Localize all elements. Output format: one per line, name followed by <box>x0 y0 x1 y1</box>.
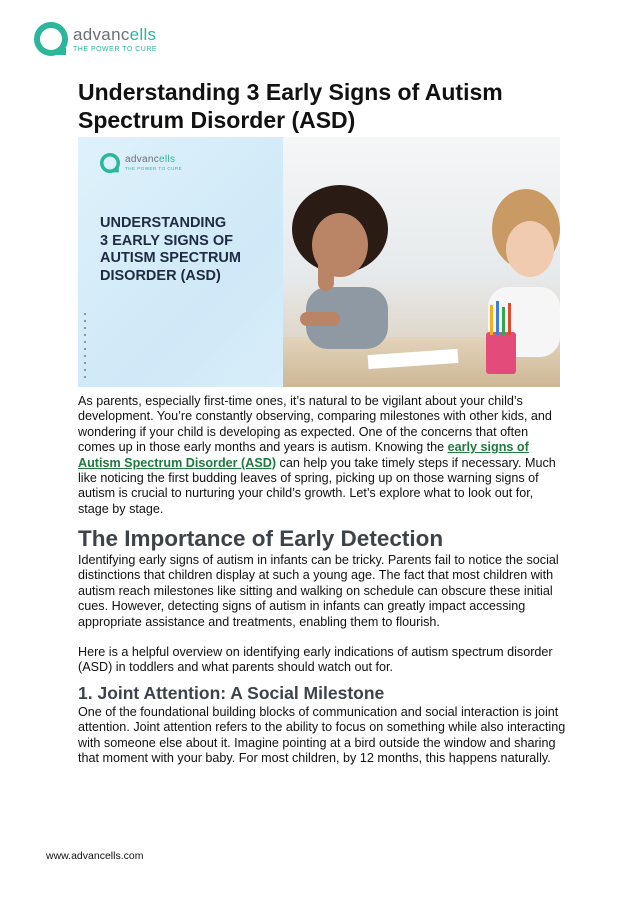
intro-paragraph <box>78 394 566 517</box>
hero-heading <box>100 215 290 285</box>
hero-logo-tagline: THE POWER TO CURE <box>125 165 183 171</box>
logo-ring-icon <box>34 22 68 56</box>
hero-logo-text <box>125 155 182 172</box>
logo-ring-icon <box>100 153 120 173</box>
hero-heading-line2: 3 EARLY SIGNS OF <box>100 232 233 249</box>
early-detection-paragraph: Identifying early signs of autism in infants can be tricky. Parents fail to notice the social distinctions that children display at such a young age. The fact that most children with autism reach milestones like sitting and walking on schedule can obscure these initial cues. However, detecting signs of autism in infants can greatly impact accessing appropriate assistance and treatments, enabling them to flourish. <box>78 553 559 629</box>
logo-text <box>73 26 157 53</box>
hero-heading-line3: AUTISM SPECTRUM <box>100 250 241 266</box>
hero-logo <box>100 153 182 173</box>
section-heading-early-detection: The Importance of Early Detection <box>78 526 444 551</box>
footer-url[interactable]: www.advancells.com <box>46 850 144 862</box>
logo-wordmark <box>73 26 157 43</box>
hero-logo-word-part1: advanc <box>125 153 160 165</box>
hero-heading-line4: DISORDER (ASD) <box>100 267 221 284</box>
section-heading-joint-attention: 1. Joint Attention: A Social Milestone <box>78 683 385 703</box>
logo-tagline: THE POWER TO CURE <box>73 45 158 53</box>
hero-logo-word-part2: ells <box>159 153 176 165</box>
logo-word-part2: ells <box>129 24 157 44</box>
hero-logo-wordmark <box>125 155 182 165</box>
hero-heading-line1: UNDERSTANDING <box>100 215 227 231</box>
hero-banner <box>78 137 560 387</box>
logo-word-part1: advanc <box>73 24 130 44</box>
overview-paragraph: Here is a helpful overview on identifying early indications of autism spectrum disorder (ASD) in toddlers and what parents should watch out for. <box>78 645 553 675</box>
early-signs-link[interactable]: early signs of Autism Spectrum Disorder (ASD) <box>78 440 529 470</box>
hero-dot-pattern <box>84 313 86 383</box>
intro-text-start: As parents, especially first-time ones, it’s natural to be vigilant about your child’s development. You’re constantly observing, comparing milestones with other kids, and wondering if your child is developing as expected. One of the concerns that often comes up in those early months and years is autism. Knowing the <box>78 394 552 455</box>
page-title: Understanding 3 Early Signs of Autism Spectrum Disorder (ASD) <box>78 79 503 133</box>
joint-attention-paragraph: One of the foundational building blocks of communication and social interaction is joint attention. Joint attention refers to the ability to focus on something while also interacting with someone else about it. Imagine pointing at a bird outside the window and sharing that moment with your baby. For most children, by 12 months, this happens naturally. <box>78 705 566 766</box>
header-logo[interactable] <box>34 22 157 56</box>
intro-text-end: can help you take timely steps if necessary. Much like noticing the first budding leaves of spring, picking up on those warning signs of autism is crucial to nurturing your child’s growth. Let’s explore what to look out for, stage by stage. <box>78 455 556 516</box>
